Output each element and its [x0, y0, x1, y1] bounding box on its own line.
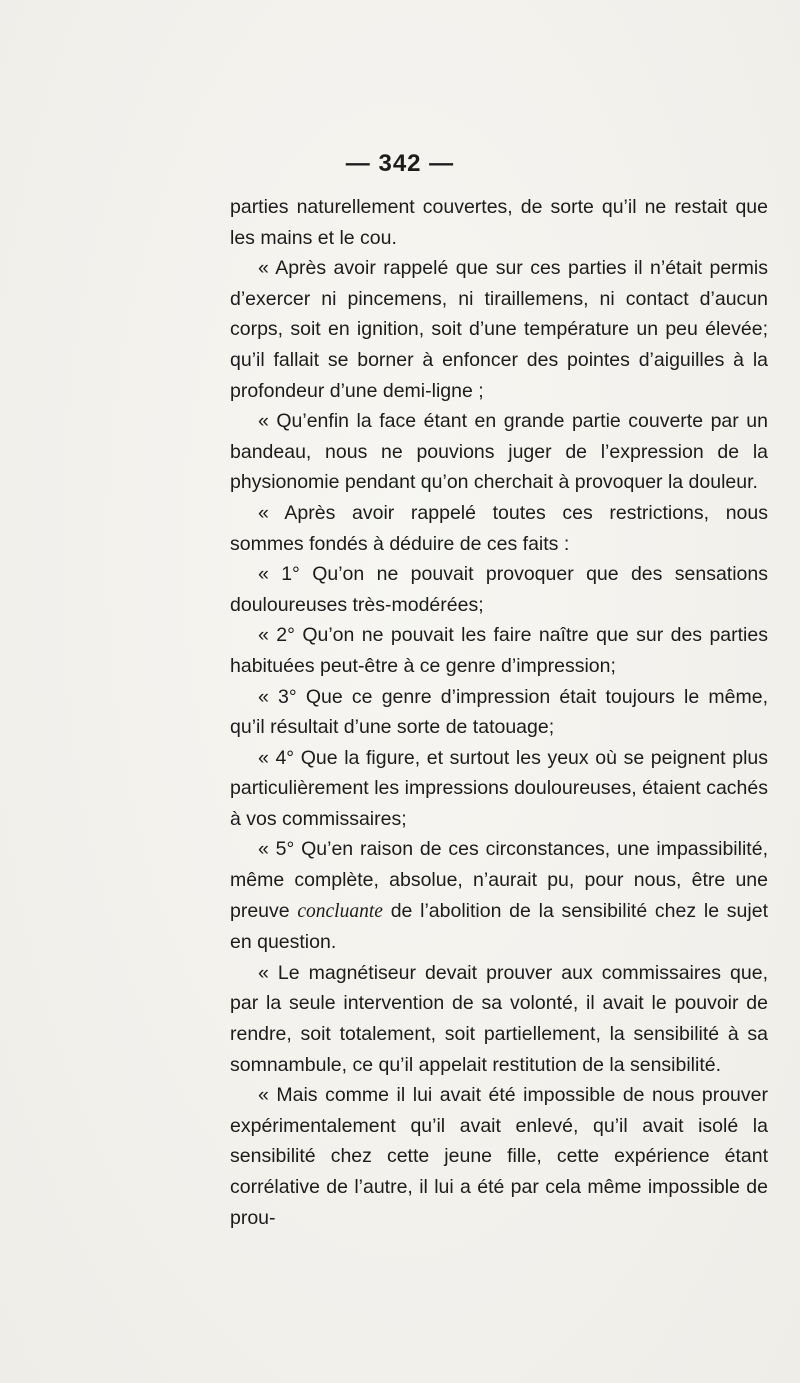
- page-number: — 342 —: [345, 150, 455, 177]
- paragraph: « Mais comme il lui avait été impossible de nous prouver expérimentalement qu’il avait enlevé, qu’il avait isolé la sensibilité chez cette jeune fille, cette expérience étant corrélative de l’autre, il lui a été par cela même impossible de prou-: [230, 1084, 768, 1229]
- paragraph: « 3° Que ce genre d’impression était toujours le même, qu’il résultait d’une sorte de tatouage;: [230, 685, 768, 739]
- paragraph-text: « 5° Qu’en raison de ces circonstances, une impassibilité, même complète, absolue, n’aurait pu, pour nous, être une preuve: [230, 838, 768, 922]
- paragraph: « Après avoir rappelé que sur ces parties il n’était permis d’exercer ni pincemens, ni tiraillemens, ni contact d’aucun corps, soit en ignition, soit d’une température un peu élevée; qu’il fallait se borner à enfoncer des pointes d’aiguilles à la profondeur d’une demi-ligne ;: [230, 257, 768, 402]
- paragraph: « 2° Qu’on ne pouvait les faire naître que sur des parties habituées peut-être à ce genre d’impression;: [230, 624, 768, 677]
- paragraph-text: de l’abolition de la sensibilité chez le sujet en question.: [230, 899, 768, 954]
- paragraph: « 1° Qu’on ne pouvait provoquer que des sensations douloureuses très-modérées;: [230, 563, 768, 616]
- paragraph: « Le magnétiseur devait prouver aux commissaires que, par la seule intervention de sa volonté, il avait le pouvoir de rendre, soit totalement, soit partiellement, la sensibilité à sa somnambule, ce qu’il appelait restitution de la sensibilité.: [230, 961, 768, 1076]
- italic-term: concluante: [297, 900, 383, 922]
- paragraph: « Après avoir rappelé toutes ces restrictions, nous sommes fondés à déduire de ces faits :: [230, 501, 768, 555]
- body-text: [230, 192, 768, 1233]
- paragraph: « Qu’enfin la face étant en grande partie couverte par un bandeau, nous ne pouvions juger de l’expression de la physionomie pendant qu’on cherchait à provoquer la douleur.: [230, 410, 768, 494]
- paragraph: [230, 834, 768, 957]
- paragraph: « 4° Que la figure, et surtout les yeux où se peignent plus particulièrement les impressions douloureuses, étaient cachés à vos commissaires;: [230, 746, 768, 830]
- paragraph: parties naturellement couvertes, de sorte qu’il ne restait que les mains et le cou.: [230, 196, 768, 249]
